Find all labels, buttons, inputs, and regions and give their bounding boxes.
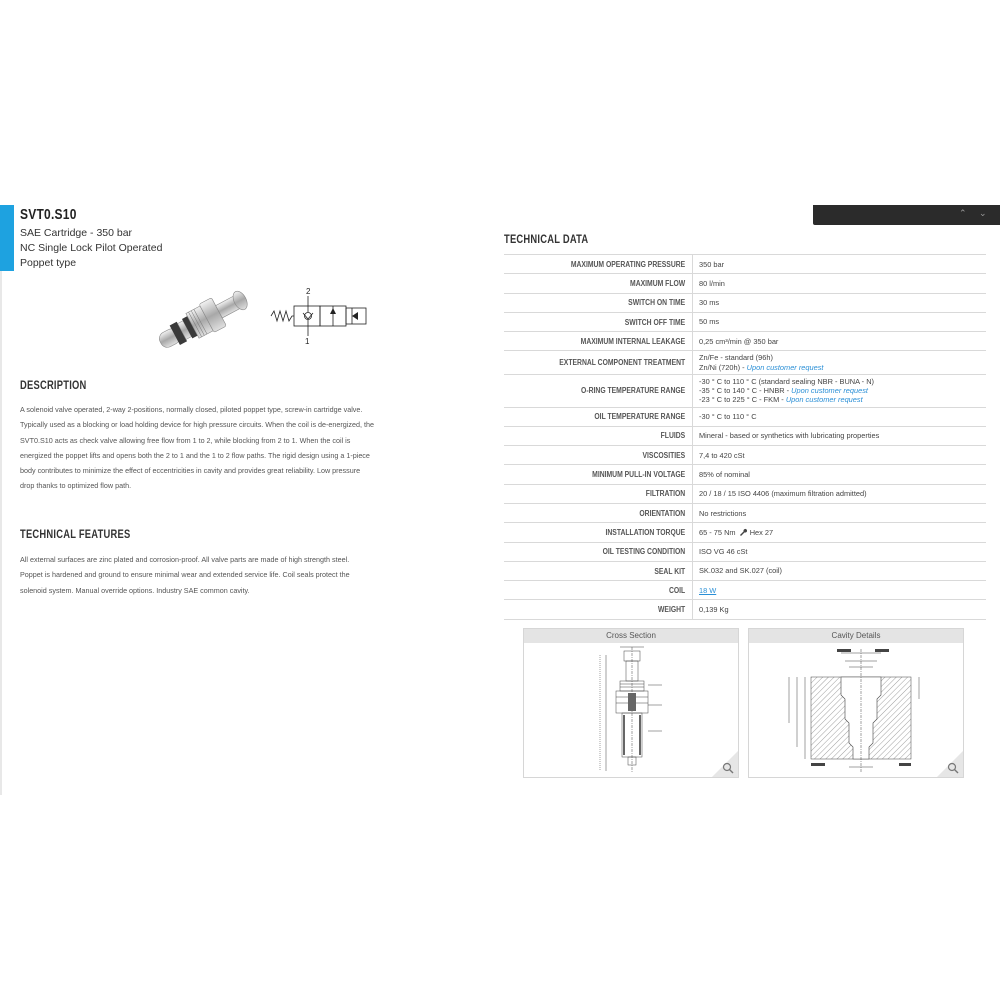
- spec-value: -23 ° C to 225 ° C - FKM -: [699, 395, 786, 405]
- table-row: [504, 485, 986, 504]
- cross-section-title: Cross Section: [524, 629, 738, 643]
- table-row: [504, 294, 986, 313]
- spec-label: SWITCH ON TIME: [628, 298, 686, 308]
- cavity-details-card[interactable]: [748, 628, 964, 778]
- customer-request-note: Upon customer request: [791, 386, 868, 396]
- zoom-icon[interactable]: [947, 762, 959, 774]
- product-photo[interactable]: [148, 282, 258, 354]
- product-subtitle-line: NC Single Lock Pilot Operated: [20, 242, 163, 254]
- spec-value: ISO VG 46 cSt: [699, 547, 748, 557]
- table-row: [504, 408, 986, 427]
- spec-value: 80 l/min: [699, 278, 725, 288]
- customer-request-note: Upon customer request: [746, 362, 824, 372]
- table-row: [504, 446, 986, 465]
- product-subtitle-line: Poppet type: [20, 257, 77, 269]
- spec-value: -30 ° C to 110 ° C (standard sealing NBR - BUNA - N): [699, 376, 874, 386]
- chevron-up-icon[interactable]: ⌃: [959, 208, 967, 218]
- port-1-label: 1: [305, 337, 310, 346]
- spec-value: 85% of nominal: [699, 469, 750, 479]
- table-row: [504, 254, 986, 274]
- spec-value: No restrictions: [699, 508, 747, 518]
- spec-value: Zn/Ni (720h) -: [699, 362, 747, 372]
- features-line: solenoid system. Manual override options. Industry SAE common cavity.: [20, 585, 250, 595]
- spec-label: MAXIMUM OPERATING PRESSURE: [570, 259, 686, 269]
- table-row: [504, 543, 986, 562]
- port-2-label: 2: [306, 287, 311, 296]
- spec-value: -30 ° C to 110 ° C: [699, 412, 757, 422]
- spec-label: MAXIMUM FLOW: [630, 278, 686, 288]
- technical-data-title: TECHNICAL DATA: [504, 232, 589, 246]
- spec-value: 65 - 75 Nm: [699, 527, 736, 537]
- spec-label: SWITCH OFF TIME: [624, 317, 686, 327]
- spec-label: ORIENTATION: [639, 508, 686, 518]
- spec-value: 0,139 Kg: [699, 605, 729, 615]
- spec-value: Zn/Fe - standard (96h): [699, 353, 773, 363]
- table-row: [504, 600, 986, 619]
- zoom-icon[interactable]: [722, 762, 734, 774]
- cross-section-card[interactable]: [523, 628, 739, 778]
- coil-link[interactable]: 18 W: [699, 585, 717, 595]
- table-row: [504, 465, 986, 484]
- technical-data-table: [504, 254, 986, 620]
- table-row: [504, 332, 986, 351]
- table-row: [504, 351, 986, 374]
- spec-label: OIL TESTING CONDITION: [602, 547, 686, 557]
- spec-label: OIL TEMPERATURE RANGE: [594, 412, 686, 422]
- features-line: Poppet is hardened and ground to ensure minimal wear and extended service life. Coil seals protect the: [20, 570, 350, 580]
- spec-label: WEIGHT: [658, 605, 686, 615]
- spec-value: Hex 27: [749, 527, 774, 537]
- product-subtitle-line: SAE Cartridge - 350 bar: [20, 227, 133, 239]
- chevron-down-icon[interactable]: ⌄: [979, 208, 987, 218]
- spec-label: SEAL KIT: [654, 566, 686, 576]
- table-row: [504, 313, 986, 332]
- spec-label: EXTERNAL COMPONENT TREATMENT: [559, 358, 686, 368]
- cross-section-drawing: [524, 643, 738, 777]
- spec-value: 20 / 18 / 15 ISO 4406 (maximum filtration admitted): [699, 489, 867, 499]
- description-line: SVT0.S10 acts as check valve allowing free flow from 1 to 2, while blocking from 2 to 1. When the coil is: [20, 435, 351, 445]
- table-row: [504, 274, 986, 293]
- description-line: Typically used as a blocking or load holding device for high pressure circuits. When the coil is de-energized, the: [20, 420, 374, 430]
- wrench-icon: [739, 528, 747, 536]
- product-code: SVT0.S10: [20, 206, 77, 223]
- spec-label: COIL: [668, 585, 686, 595]
- table-row: [504, 427, 986, 446]
- product-header: [20, 206, 320, 271]
- description-line: drop thanks to optimized flow path.: [20, 481, 132, 491]
- features-line: All external surfaces are zinc plated and corrosion-proof. All valve parts are made of high strength steel.: [20, 555, 350, 564]
- hydraulic-symbol-diagram: [268, 286, 372, 346]
- spec-label: O-RING TEMPERATURE RANGE: [581, 386, 686, 396]
- customer-request-note: Upon customer request: [785, 395, 863, 405]
- spec-value: Mineral - based or synthetics with lubricating properties: [699, 431, 880, 441]
- spec-label: VISCOSITIES: [642, 450, 686, 460]
- spec-value: 50 ms: [699, 317, 720, 327]
- spec-label: MINIMUM PULL-IN VOLTAGE: [592, 470, 686, 480]
- spec-label: INSTALLATION TORQUE: [605, 527, 686, 537]
- technical-features-title: TECHNICAL FEATURES: [20, 527, 131, 541]
- spec-value: 7,4 to 420 cSt: [699, 450, 745, 460]
- table-row: [504, 523, 986, 542]
- table-row: [504, 581, 986, 600]
- cavity-details-title: Cavity Details: [749, 629, 963, 643]
- table-row: [504, 504, 986, 523]
- description-line: energized the poppet lifts and opens both the 2 to 1 and the 1 to 2 flow paths. The rigid design using a 1-piece: [20, 450, 370, 460]
- description-text: [20, 402, 405, 494]
- cavity-details-drawing: [749, 643, 963, 777]
- spec-value: -35 ° C to 140 ° C - HNBR -: [699, 386, 792, 396]
- table-row: [504, 375, 986, 408]
- title-accent-bar: [0, 205, 14, 271]
- spec-value: 350 bar: [699, 259, 725, 269]
- table-row: [504, 562, 986, 581]
- spec-label: FILTRATION: [645, 489, 686, 499]
- description-title: DESCRIPTION: [20, 378, 87, 392]
- description-line: body contributes to minimize the effect of eccentricities in cavity and provides great reliability. Low pressure: [20, 466, 361, 476]
- top-nav-bar: [813, 205, 1000, 225]
- page-left-border: [0, 205, 2, 795]
- spec-value: SK.032 and SK.027 (coil): [699, 566, 782, 576]
- spec-label: FLUIDS: [660, 431, 686, 441]
- technical-features-text: [20, 552, 405, 598]
- spec-value: 30 ms: [699, 298, 720, 308]
- spec-label: MAXIMUM INTERNAL LEAKAGE: [580, 336, 686, 346]
- spec-value: 0,25 cm³/min @ 350 bar: [699, 336, 779, 346]
- description-line: A solenoid valve operated, 2-way 2-positions, normally closed, piloted poppet type, screw-in cartridge valve.: [20, 405, 363, 414]
